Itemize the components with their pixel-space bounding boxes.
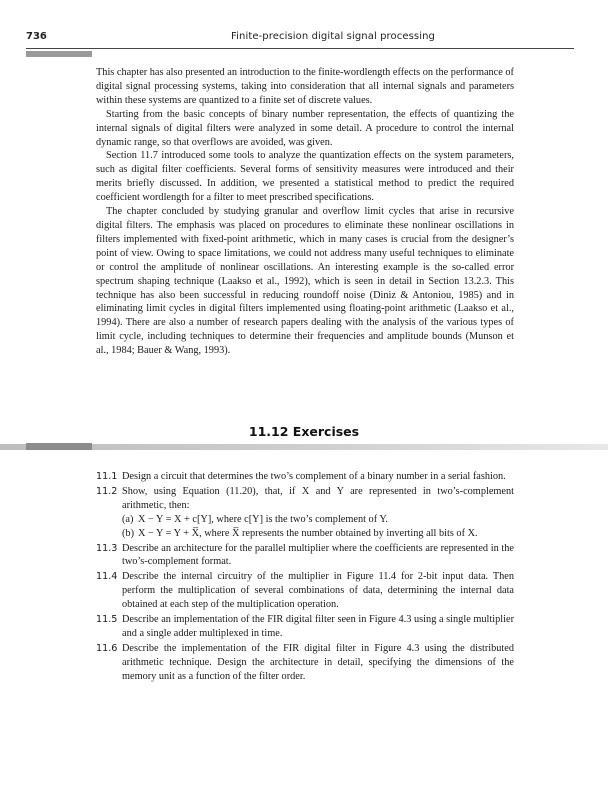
exercise-number: 11.3 — [96, 542, 118, 554]
exercise-number: 11.6 — [96, 642, 118, 654]
page-number: 736 — [26, 31, 47, 42]
header-rule — [26, 48, 574, 49]
exercise-subpart — [122, 513, 514, 527]
exercise-number: 11.1 — [96, 471, 118, 482]
exercise-text: Describe an implementation of the FIR digital filter seen in Figure 4.3 using a single multiplier and a single adder multiplexed in time. — [122, 614, 514, 639]
exercise-item — [96, 485, 514, 541]
section-title: 11.12 Exercises — [248, 424, 360, 439]
paragraph: This chapter has also presented an introduction to the finite-wordlength effects on the performance of digital signal processing systems, taking into consideration that all internal signals and parameters within these systems are quantized to a finite set of discrete values. — [96, 67, 514, 106]
paragraph: Starting from the basic concepts of binary number representation, the effects of quantizing the internal signals of digital filters were analyzed in some detail. A procedure to control the internal dynamic range, so that overflows are avoided, was given. — [96, 108, 514, 148]
section-heading — [0, 416, 608, 446]
paragraph: The chapter concluded by studying granular and overflow limit cycles that arise in recursive digital filters. The emphasis was placed on procedures to eliminate these nonlinear oscillations in filters implemented with fixed-point arithmetic, which in many cases is crucial from the designer’s point of view. Owing to space limitations, we could not address many useful techniques to eliminate or control the amplitude of nonlinear oscillations. An interesting example is the so-called error spectrum shaping technique (Laakso et al., 1992), which is seen in detail in Section 13.2.3. This technique has also been successful in reducing roundoff noise (Diniz & Antoniou, 1985) and in eliminating limit cycles in digital filters implemented using floating-point arithmetic (Laakso et al., 1994). There are also a number of research papers dealing with the analysis of the various types of limit cycle, including techniques to determine their frequencies and amplitude bounds (Munson et al., 1984; Bauer & Wang, 1993). — [96, 206, 514, 357]
exercise-item — [96, 613, 514, 641]
exercise-number: 11.4 — [96, 571, 118, 583]
section-bar-accent — [26, 443, 92, 450]
exercise-text: Describe the implementation of the FIR digital filter in Figure 4.3 using the distributed arithmetic technique. Design the architecture in detail, specifying the dimensions of the memory unit as a function of the filter order. — [122, 642, 514, 682]
body-text — [96, 66, 514, 358]
exercise-list — [96, 470, 514, 685]
subpart-text: X − Y = X + c[Y], where c[Y] is the two’s complement of Y. — [138, 513, 388, 525]
subpart-text: X − Y = Y + X̅, where X̅ represents the number obtained by inverting all bits of X. — [138, 527, 478, 539]
exercise-item — [96, 470, 514, 484]
exercise-text: Describe the internal circuitry of the multiplier in Figure 11.4 for 2-bit input data. Then perform the multiplication of several combinations of data, determining the internal data obtained at each step of the multiplication operation. — [122, 571, 514, 611]
subpart-label: (b) — [122, 527, 135, 539]
exercise-item — [96, 642, 514, 684]
exercise-number: 11.5 — [96, 614, 118, 626]
page-header — [26, 31, 574, 47]
exercise-item — [96, 542, 514, 570]
header-accent-bar — [26, 51, 92, 57]
exercise-item — [96, 570, 514, 612]
exercise-subpart — [122, 527, 514, 541]
exercise-text: Design a circuit that determines the two’s complement of a binary number in a serial fashion. — [122, 471, 506, 482]
running-head: Finite-precision digital signal processing — [231, 31, 435, 42]
exercise-text: Describe an architecture for the parallel multiplier where the coefficients are represented in the two’s-complement format. — [122, 542, 514, 568]
paragraph: Section 11.7 introduced some tools to analyze the quantization effects on the system parameters, such as digital filter coefficients. Several forms of sensitivity measures were introduced and their merits briefly discussed. In addition, we presented a statistical method to predict the required coefficient wordlength for a filter to meet prescribed specifications. — [96, 150, 514, 204]
exercise-text: Show, using Equation (11.20), that, if X and Y are represented in two’s-complement arithmetic, then: — [122, 485, 514, 511]
exercise-number: 11.2 — [96, 485, 118, 497]
subpart-label: (a) — [122, 513, 134, 525]
